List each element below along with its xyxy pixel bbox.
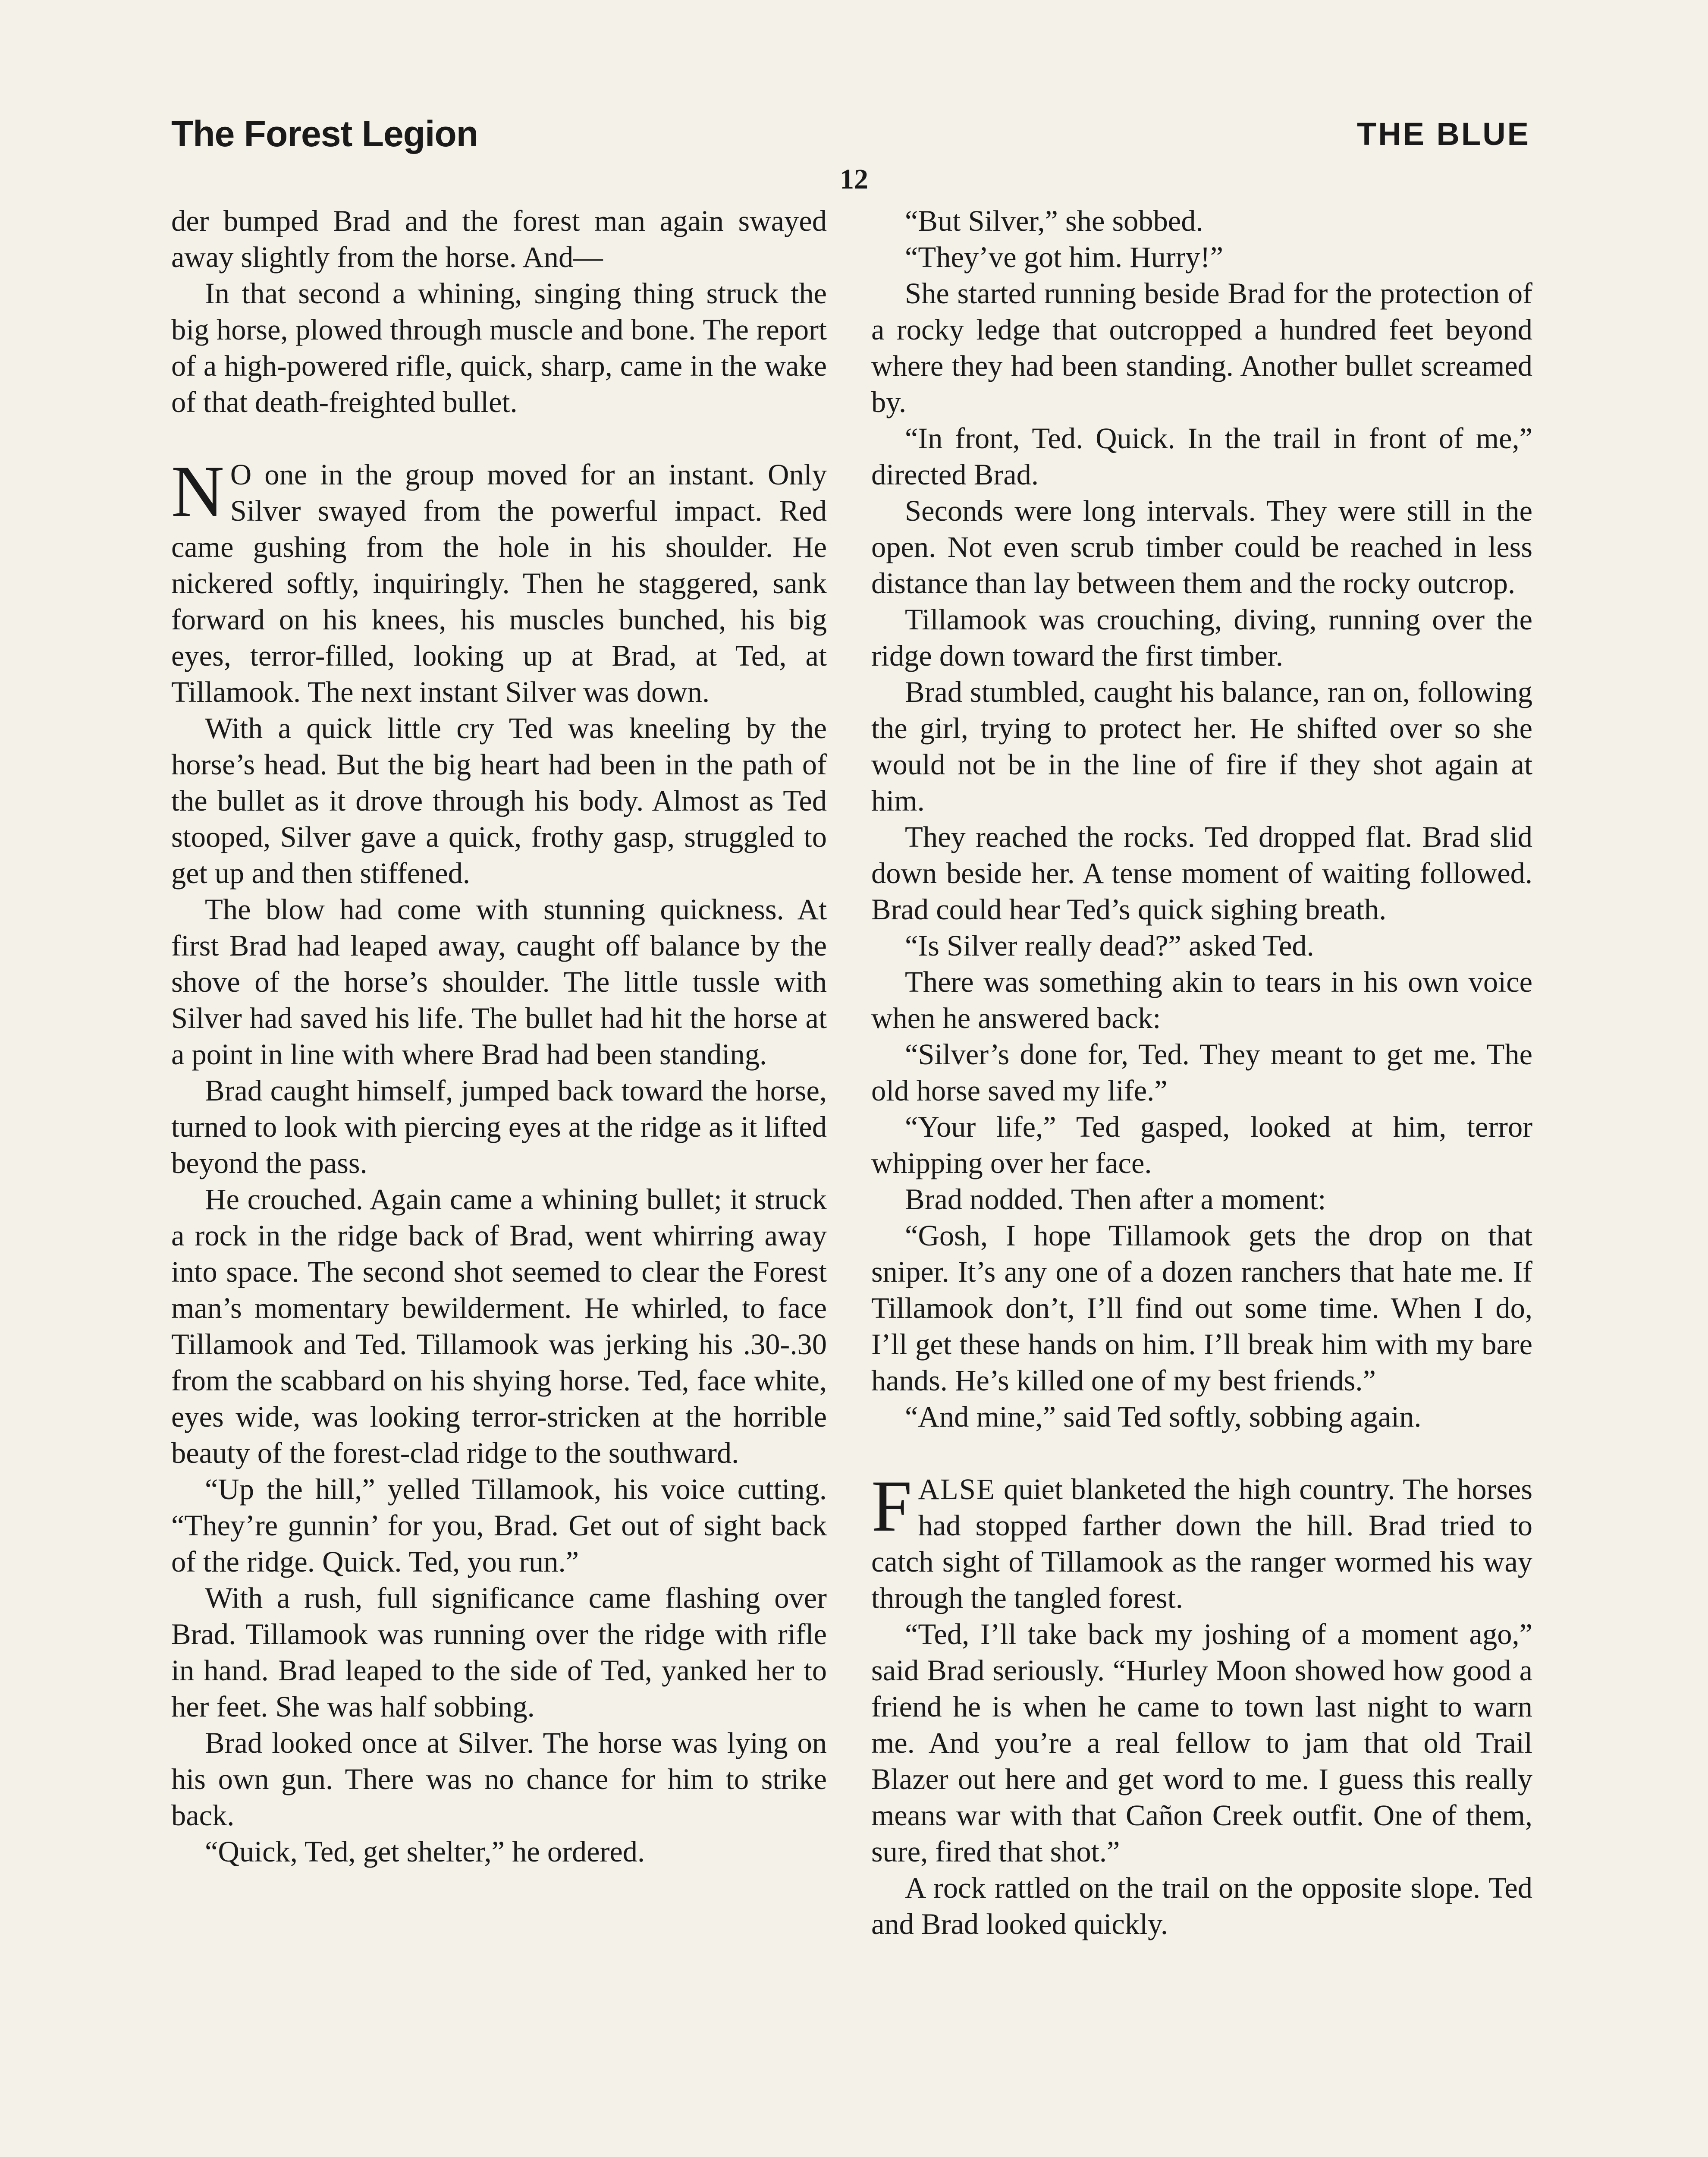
left-column [171,203,827,1870]
right-column [871,203,1532,1942]
paragraph: Brad looked once at Silver. The horse was lying on his own gun. There was no chance for him to strike back. [171,1726,827,1832]
paragraph: “In front, Ted. Quick. In the trail in front of me,” directed Brad. [871,422,1532,491]
paragraph: The blow had come with stunning quickness. At first Brad had leaped away, caught off balance by the shove of the horse’s shoulder. The little tussle with Silver had saved his life. The bullet had hit the horse at a point in line with where Brad had been standing. [171,893,827,1071]
paragraph: Brad nodded. Then after a moment: [905,1183,1326,1216]
section-paragraph [871,1465,1532,1616]
story-title: The Forest Legion [171,113,478,154]
paragraph: Seconds were long intervals. They were still in the open. Not even scrub timber could be reached in less distance than lay between them and the rocky outcrop. [871,494,1532,600]
paragraph: In that second a whining, singing thing struck the big horse, plowed through muscle and bone. The report of a high-powered rifle, quick, sharp, came in the wake of that death-freighted bullet. [171,277,827,418]
page-number: 12 [840,164,868,195]
paragraph: A rock rattled on the trail on the opposite slope. Ted and Brad looked quickly. [871,1871,1532,1940]
paragraph-text: O one in the group moved for an instant. Only Silver swayed from the powerful impact. Red came gushing from the hole in his shoulder. He nickered softly, inquiringly. Then he staggered, sank forward on his knees, his muscles bunched, his big eyes, terror-filled, looking up at Brad, at Ted, at Tillamook. The next instant Silver was down. [171,458,827,708]
paragraph: “But Silver,” she sobbed. [905,204,1203,237]
paragraph: “They’ve got him. Hurry!” [905,241,1224,274]
paragraph: They reached the rocks. Ted dropped flat. Brad slid down beside her. A tense moment of waiting followed. Brad could hear Ted’s quick sighing breath. [871,821,1532,926]
paragraph: Brad caught himself, jumped back toward the horse, turned to look with piercing eyes at the ridge as it lifted beyond the pass. [171,1074,827,1179]
paragraph: “Silver’s done for, Ted. They meant to get me. The old horse saved my life.” [871,1038,1532,1107]
drop-cap: F [871,1465,912,1547]
section-paragraph [171,451,827,710]
paragraph: “Is Silver really dead?” asked Ted. [905,929,1314,962]
paragraph: der bumped Brad and the forest man again swayed away slightly from the horse. And— [171,204,827,274]
paragraph: “Ted, I’ll take back my joshing of a moment ago,” said Brad seriously. “Hurley Moon showed how good a friend he is when he came to town last night to warn me. And you’re a real fellow to jam that old Trail Blazer out here and get word to me. I guess this really means war with that Cañon Creek outfit. One of them, sure, fired that shot.” [871,1618,1532,1868]
magazine-title: THE BLUE [1357,116,1530,152]
paragraph: “Up the hill,” yelled Tillamook, his voice cutting. “They’re gunnin’ for you, Brad. Get out of sight back of the ridge. Quick. Ted, you run.” [171,1473,827,1578]
paragraph-text: quiet blanketed the high country. The horses had stopped farther down the hill. Brad tried to catch sight of Tillamook as the ranger wormed his way through the tangled forest. [871,1473,1532,1614]
paragraph: “Your life,” Ted gasped, looked at him, terror whipping over her face. [871,1110,1532,1179]
drop-cap: N [171,451,224,532]
paragraph: She started running beside Brad for the protection of a rocky ledge that outcropped a hundred feet beyond where they had been standing. Another bullet screamed by. [871,277,1532,418]
paragraph: With a quick little cry Ted was kneeling by the horse’s head. But the big heart had been in the path of the bullet as it drove through his body. Almost as Ted stooped, Silver gave a quick, frothy gasp, struggled to get up and then stiffened. [171,712,827,890]
paragraph: “Gosh, I hope Tillamook gets the drop on that sniper. It’s any one of a dozen ranchers that hate me. If Tillamook don’t, I’ll find out some time. When I do, I’ll get these hands on him. I’ll break him with my bare hands. He’s killed one of my best friends.” [871,1219,1532,1397]
lead-in-caps: ALSE [918,1473,995,1506]
paragraph: He crouched. Again came a whining bullet; it struck a rock in the ridge back of Brad, went whirring away into space. The second shot seemed to clear the Forest man’s momentary bewilderment. He whirled, to face Tillamook and Ted. Tillamook was jerking his .30-.30 from the scabbard on his shying horse. Ted, face white, eyes wide, was looking terror-stricken at the horrible beauty of the forest-clad ridge to the southward. [171,1183,827,1469]
paragraph: With a rush, full significance came flashing over Brad. Tillamook was running over the ridge with rifle in hand. Brad leaped to the side of Ted, yanked her to her feet. She was half sobbing. [171,1582,827,1723]
paragraph: Tillamook was crouching, diving, running over the ridge down toward the first timber. [871,603,1532,672]
paragraph: There was something akin to tears in his own voice when he answered back: [871,965,1532,1034]
paragraph: “Quick, Ted, get shelter,” he ordered. [205,1835,645,1868]
paragraph: “And mine,” said Ted softly, sobbing again. [905,1400,1422,1433]
paragraph: Brad stumbled, caught his balance, ran on, following the girl, trying to protect her. He shifted over so she would not be in the line of fire if they shot again at him. [871,676,1532,817]
